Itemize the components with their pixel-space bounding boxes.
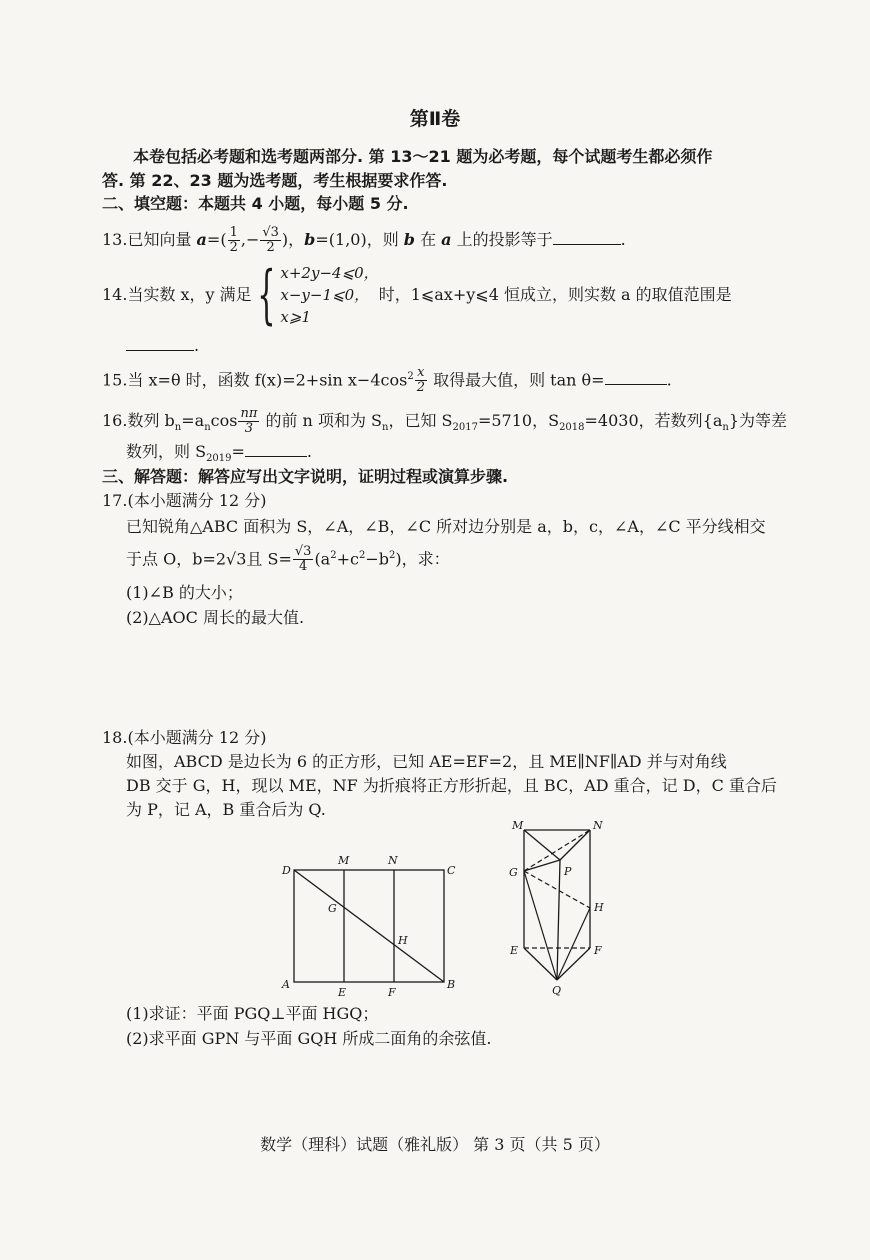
page-footer: 数学（理科）试题（雅礼版） 第 3 页（共 5 页） <box>260 1135 610 1154</box>
q16-mid3: ，已知 S <box>388 411 453 430</box>
figure-prism <box>504 814 616 1000</box>
label-C: C <box>447 864 456 877</box>
q16-val2017: =5710，S <box>477 411 560 430</box>
q13-frac2-num: √3 <box>262 225 279 240</box>
edge-mp <box>524 830 560 860</box>
intro-line-1: 本卷包括必考题和选考题两部分. 第 13～21 题为必考题，每个试题考生都必须作 <box>133 147 713 166</box>
q13-frac-2 <box>260 226 281 255</box>
q13-frac1-den: 2 <box>229 240 238 255</box>
q14-system <box>280 262 378 328</box>
q16-sub-n2: n <box>204 422 211 434</box>
q14-suffix: 时，1⩽ax+y⩽4 恒成立，则实数 a 的取值范围是 <box>378 285 732 304</box>
section-title: 第Ⅱ卷 <box>409 108 461 130</box>
q18-header: 18.(本小题满分 12 分) <box>102 728 267 747</box>
q13-sep: ,− <box>240 230 260 249</box>
q14-end: . <box>194 336 200 355</box>
part3-heading: 三、解答题：解答应写出文字说明，证明过程或演算步骤. <box>102 467 509 486</box>
q17-line-1: 已知锐角△ABC 面积为 S，∠A，∠B，∠C 所对边分别是 a，b，c，∠A，∠C 平分线相交 <box>126 517 766 536</box>
label-P: P <box>564 865 572 878</box>
question-16 <box>102 407 787 439</box>
q17-sup1: 2 <box>330 550 337 561</box>
q14-brace: { <box>256 258 276 332</box>
q13-vec-b: b <box>304 230 316 249</box>
q17-frac <box>293 545 314 574</box>
q16-sub-2017: 2017 <box>452 422 478 434</box>
q17-frac-den: 4 <box>299 559 308 575</box>
q16-end: . <box>306 442 313 461</box>
label-F: F <box>594 944 602 957</box>
label-N: N <box>593 819 603 832</box>
q13-vec-b2: b <box>403 230 415 249</box>
q13-b-val: =(1,0)，则 <box>315 230 404 249</box>
q16-sub-2018: 2018 <box>559 422 585 434</box>
question-14 <box>102 258 732 332</box>
label-G: G <box>509 866 518 879</box>
q13-vec-a: a <box>196 230 207 249</box>
figure-square <box>276 852 466 1000</box>
q13-answer-blank <box>553 244 621 245</box>
q13-end: . <box>620 230 626 249</box>
edge-np <box>560 830 590 860</box>
q13-mid: 在 <box>414 230 442 249</box>
diagonal-db <box>294 870 444 982</box>
label-G: G <box>328 902 337 915</box>
q16-prefix: 16.数列 b <box>102 411 175 430</box>
edge-pq <box>557 860 560 980</box>
q15-frac-den: 2 <box>416 380 425 396</box>
part2-heading: 二、填空题：本题共 4 小题，每小题 5 分. <box>102 194 409 213</box>
q13-suffix: 上的投影等于 <box>451 230 553 249</box>
q16-line2-prefix: 数列，则 S <box>126 442 207 461</box>
q16-frac <box>238 407 259 436</box>
label-D: D <box>282 864 291 877</box>
question-13 <box>102 226 626 255</box>
q13-eq: =( <box>206 230 227 249</box>
q15-end: . <box>666 370 672 390</box>
label-Q: Q <box>552 984 562 997</box>
q17-line2-prefix: 于点 O，b=2√3且 S= <box>126 549 292 569</box>
q16-sub-n: n <box>174 422 182 434</box>
label-A: A <box>282 978 290 991</box>
q18-line-2: DB 交于 G，H，现以 ME，NF 为折痕将正方形折起，且 BC，AD 重合，记 D，C 重合后 <box>126 776 777 795</box>
q16-sub-2019: 2019 <box>206 453 232 465</box>
edge-hq <box>557 908 590 980</box>
q17-sub-1: (1)∠B 的大小； <box>126 583 243 602</box>
q14-prefix: 14.当实数 x，y 满足 <box>102 285 252 304</box>
q15-frac <box>415 366 427 395</box>
q17-header: 17.(本小题满分 12 分) <box>102 491 267 510</box>
q17-minus: −b <box>365 549 389 569</box>
dash-gn <box>524 830 590 871</box>
edge-gp <box>524 860 560 871</box>
label-B: B <box>447 978 456 991</box>
label-N: N <box>388 854 398 867</box>
q15-suffix: 取得最大值，则 tan θ= <box>427 370 605 390</box>
q17-sup2: 2 <box>358 550 366 561</box>
q13-prefix: 13.已知向量 <box>102 230 197 249</box>
label-M: M <box>338 854 350 867</box>
question-15 <box>102 366 672 395</box>
q17-frac-num: √3 <box>294 544 312 560</box>
label-F: F <box>388 986 396 999</box>
edge-fq <box>557 948 590 980</box>
q15-answer-blank <box>605 384 667 385</box>
q14-answer-line <box>126 335 199 357</box>
q16-val2018: =4030，若数列{a <box>584 411 723 430</box>
q14-cond-2: x−y−1⩽0， <box>280 286 370 304</box>
q16-tail: }为等差 <box>728 411 788 430</box>
label-H: H <box>398 934 408 947</box>
q15-sup: 2 <box>407 371 414 382</box>
q16-sub-n4: n <box>722 422 729 434</box>
q13-close: )， <box>281 230 305 249</box>
q14-answer-blank <box>126 350 194 351</box>
label-M: M <box>512 819 524 832</box>
intro-line-2: 答. 第 22、23 题为选考题，考生根据要求作答. <box>102 171 448 190</box>
q16-mid2: 的前 n 项和为 S <box>260 411 382 430</box>
label-E: E <box>510 944 519 957</box>
q17-sup3: 2 <box>389 550 396 561</box>
q16-frac-den: 3 <box>244 421 254 436</box>
q18-sub-1: (1)求证：平面 PGQ⊥平面 HGQ； <box>126 1004 379 1023</box>
q18-sub-2: (2)求平面 GPN 与平面 GQH 所成二面角的余弦值. <box>126 1029 492 1048</box>
q16-line2-eq: = <box>231 442 245 461</box>
q13-frac1-num: 1 <box>229 225 238 240</box>
q13-frac2-den: 2 <box>266 240 275 255</box>
label-H: H <box>594 901 604 914</box>
q17-plus: +c <box>336 549 359 569</box>
q15-prefix: 15.当 x=θ 时，函数 f(x)=2+sin x−4cos <box>102 370 408 390</box>
q17-line2-end: )，求： <box>395 549 450 569</box>
q16-mid1: =a <box>181 411 205 430</box>
label-E: E <box>338 986 347 999</box>
q14-cond-3: x⩾1 <box>280 308 311 326</box>
q16-answer-blank <box>245 456 307 457</box>
q13-frac-1 <box>228 226 240 255</box>
q16-sub-n3: n <box>382 422 389 434</box>
q17-line-2 <box>126 545 450 574</box>
q17-sub-2: (2)△AOC 周长的最大值. <box>126 608 305 627</box>
q16-frac-num: nπ <box>240 406 258 421</box>
q17-line2-mid: (a <box>314 549 331 569</box>
q14-cond-1: x+2y−4⩽0， <box>280 264 379 282</box>
q18-line-3: 为 P，记 A，B 重合后为 Q. <box>126 800 326 819</box>
q16-cos: cos <box>210 411 238 430</box>
q13-vec-a2: a <box>441 230 452 249</box>
q18-line-1: 如图，ABCD 是边长为 6 的正方形，已知 AE=EF=2，且 ME∥NF∥AD 并与对角线 <box>126 752 727 771</box>
q15-frac-num: x <box>417 365 425 381</box>
